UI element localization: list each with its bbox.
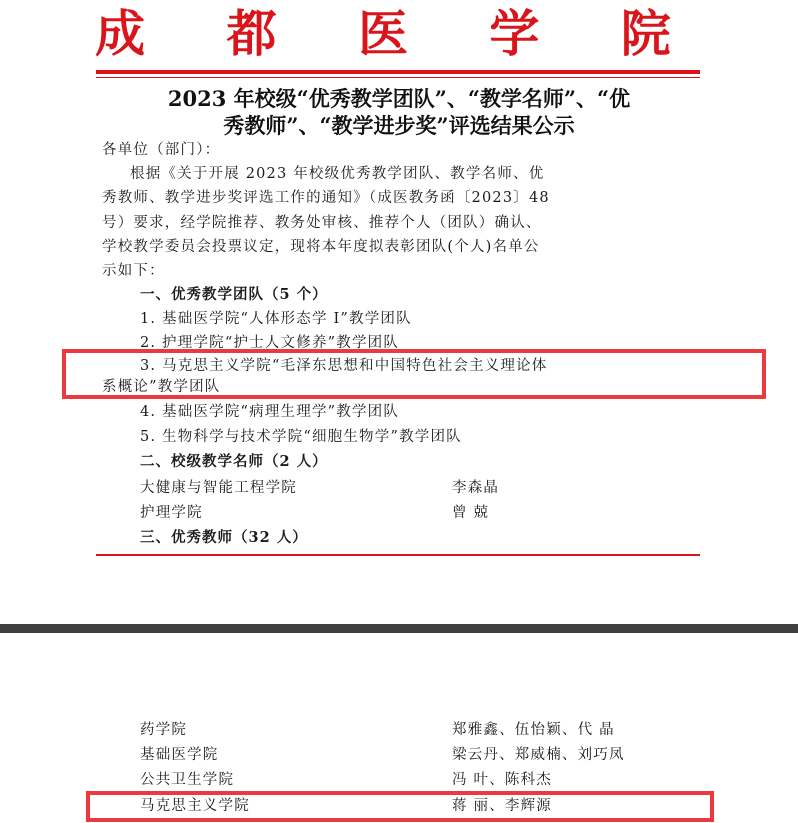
master-college: 护理学院	[140, 505, 203, 521]
paragraph-line: 秀教师、教学进步奖评选工作的通知》（成医教务函〔2023〕48	[102, 190, 550, 206]
team-item: 3. 马克思主义学院“毛泽东思想和中国特色社会主义理论体	[140, 358, 548, 374]
section-heading-teams: 一、优秀教学团队（5 个）	[140, 286, 328, 303]
master-names: 李森晶	[452, 480, 500, 496]
highlight-box-marxism-teachers	[86, 791, 714, 822]
team-item: 系概论”教学团队	[102, 379, 221, 395]
teacher-college: 公共卫生学院	[140, 772, 235, 788]
footer-red-rule	[96, 554, 700, 556]
team-item: 1. 基础医学院“人体形态学 I”教学团队	[140, 311, 412, 327]
team-item: 4. 基础医学院“病理生理学”教学团队	[140, 404, 400, 420]
header-red-rule-thin	[96, 77, 700, 78]
teacher-names: 梁云丹、郑威楠、刘巧凤	[452, 747, 625, 763]
teacher-college: 基础医学院	[140, 747, 219, 763]
teacher-college: 药学院	[140, 722, 188, 738]
team-item: 5. 生物科学与技术学院“细胞生物学”教学团队	[140, 429, 462, 445]
section-heading-masters: 二、校级教学名师（2 人）	[140, 453, 328, 470]
master-names: 曾 兢	[452, 505, 490, 521]
school-name-header: 成 都 医 学 院	[95, 4, 703, 63]
highlight-box-team-3	[62, 349, 766, 399]
paragraph-line: 号）要求，经学院推荐、教务处审核、推荐个人（团队）确认、	[102, 215, 542, 231]
salutation: 各单位（部门）：	[102, 142, 221, 158]
teacher-names: 郑雅鑫、伍怡颖、代 晶	[452, 722, 615, 738]
paragraph-line: 根据《关于开展 2023 年校级优秀教学团队、教学名师、优	[130, 166, 545, 182]
paragraph-line: 学校教学委员会投票议定，现将本年度拟表彰团队(个人)名单公	[102, 239, 540, 255]
header-red-rule-thick	[96, 70, 700, 74]
notice-title-line1: 2023 年校级“优秀教学团队”、“教学名师”、“优	[167, 86, 631, 111]
section-heading-teachers: 三、优秀教师（32 人）	[140, 529, 308, 546]
master-college: 大健康与智能工程学院	[140, 480, 297, 496]
paragraph-line: 示如下：	[102, 263, 165, 279]
teacher-names: 蒋 丽、李辉源	[452, 798, 553, 814]
image-separator	[0, 624, 798, 633]
team-item: 2. 护理学院“护士人文修养”教学团队	[140, 335, 400, 351]
teacher-names: 冯 叶、陈科杰	[452, 772, 553, 788]
teacher-college: 马克思主义学院	[140, 798, 250, 814]
notice-title-line2: 秀教师”、“教学进步奖”评选结果公示	[223, 113, 575, 138]
